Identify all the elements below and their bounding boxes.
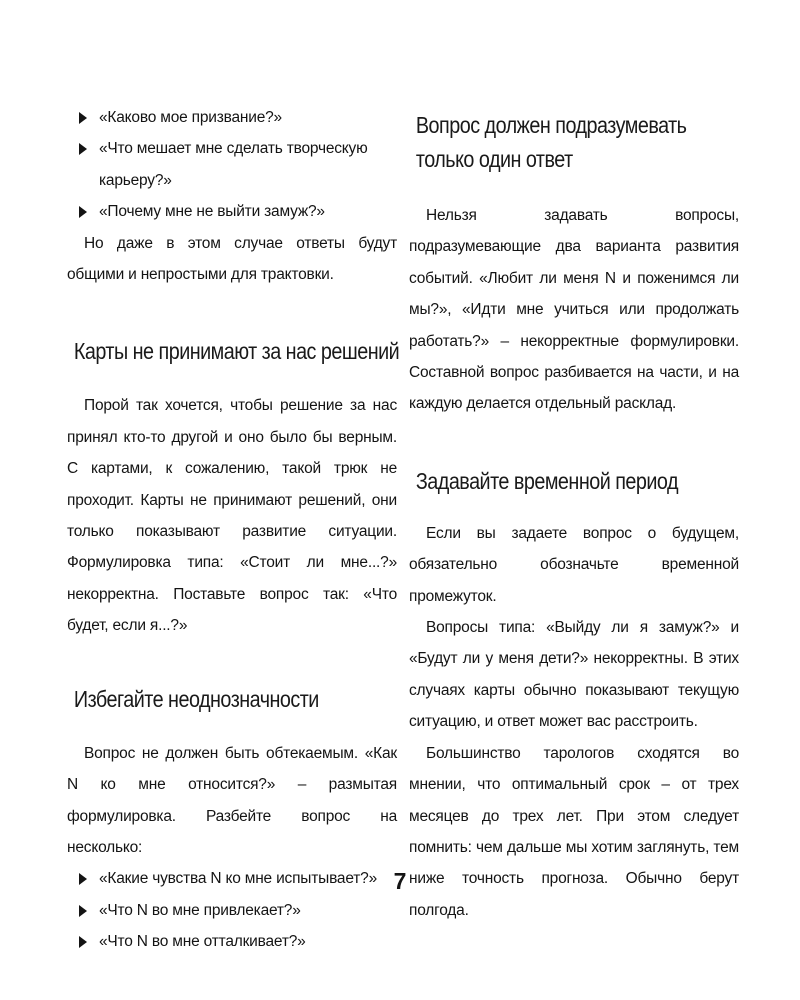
paragraph-time-period-1: Если вы задаете вопрос о будущем, обязательно обозначьте временной промежуток.	[409, 524, 739, 605]
triangle-bullet-icon	[79, 206, 87, 218]
paragraph-one-answer: Нельзя задавать вопросы, подразумевающие два варианта развития событий. «Любит ли меня N и поженимся ли мы?», «Идти мне учиться или продолжать работать?» – некорректные формулировки. Составной вопрос разбивается на части, и на каждую делается отдельный расклад.	[409, 207, 739, 413]
right-column	[409, 102, 739, 926]
paragraph-time-period-3: Большинство тарологов сходятся во мнении, что оптимальный срок – от трех месяцев до трех лет. При этом следует помнить: чем дальше мы хотим заглянуть, тем ниже точность прогноза. Обычно берут полгода.	[409, 744, 739, 919]
triangle-bullet-icon	[79, 143, 87, 155]
list-item: «Что N во мне привлекает?»	[67, 895, 397, 926]
paragraph-decisions: Порой так хочется, чтобы решение за нас принял кто-то другой и оно было бы верным. С картами, к сожалению, такой трюк не проходит. Карты не принимают решений, они только показывают развитие ситуации. Формулировка типа: «Стоит ли мне...?» некорректна. Поставьте вопрос так: «Что будет, если я...?»	[67, 397, 397, 635]
list-item: «Что мешает мне сделать творческую карьеру?»	[67, 133, 397, 196]
list-item: «Почему мне не выйти замуж?»	[67, 196, 397, 227]
section-heading-time-period: Задавайте временной период	[415, 467, 679, 494]
bullet-list-top	[67, 102, 397, 228]
paragraph-time-period-2: Вопросы типа: «Выйду ли я замуж?» и «Будут ли у меня дети?» некорректны. В этих случаях карты обычно показывают текущую ситуацию, и ответ может вас расстроить.	[409, 619, 739, 731]
left-column	[67, 102, 400, 958]
triangle-bullet-icon	[79, 905, 87, 917]
section-heading-one-answer-line1: Вопрос должен подразумевать	[415, 112, 687, 138]
section-heading-one-answer-line2: только один ответ	[415, 146, 573, 172]
section-heading-ambiguity: Избегайте неоднозначности	[73, 685, 319, 712]
intro-paragraph: Но даже в этом случае ответы будут общими и непростыми для трактовки.	[67, 234, 397, 284]
list-item: «Какие чувства N ко мне испытывает?»	[67, 863, 397, 894]
page-number: 7	[393, 868, 407, 894]
triangle-bullet-icon	[79, 112, 87, 124]
triangle-bullet-icon	[79, 936, 87, 948]
list-item: «Каково мое призвание?»	[67, 102, 397, 133]
paragraph-ambiguity: Вопрос не должен быть обтекаемым. «Как N ко мне относится?» – размытая формулировка. Разбейте вопрос на несколько:	[67, 744, 397, 856]
section-heading-decisions: Карты не принимают за нас решений	[73, 338, 400, 365]
list-item: «Что N во мне отталкивает?»	[67, 926, 397, 957]
